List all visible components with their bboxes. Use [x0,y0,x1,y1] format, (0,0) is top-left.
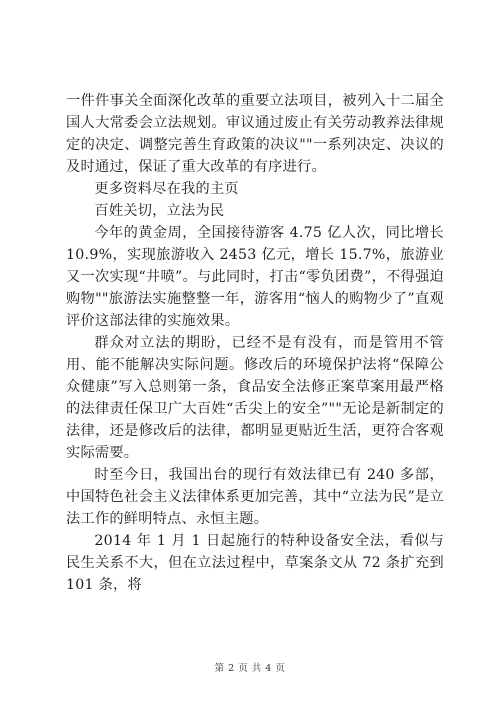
section-heading: 百姓关切，立法为民 [94,203,225,219]
page-footer [0,660,500,674]
paragraph-2: 更多资料尽在我的主页 [94,181,239,197]
paragraph-5: 时至今日，我国出台的现行有效法律已有 240 多部，中国特色社会主义法律体系更加完善，其中“立法为民”是立法工作的鲜明特点、永恒主题。 [66,467,444,527]
paragraph-4: 群众对立法的期盼，已经不是有没有，而是管用不管用、能不能解决实际问题。修改后的环境保护法将“保障公众健康”写入总则第一条，食品安全法修正案草案用最严格的法律责任保卫广大百姓“舌尖上的安全”""无论是新制定的法律，还是修改后的法律，都明显更贴近生活，更符合客观实际需要。 [66,335,444,461]
document-body [66,90,444,596]
paragraph-6: 2014 年 1 月 1 日起施行的特种设备安全法，看似与民生关系不大，但在立法过程中，草案条文从 72 条扩充到 101 条，将 [66,533,444,593]
page-number: 第 2 页 共 4 页 [214,663,286,674]
paragraph-1: 一件件事关全面深化改革的重要立法项目，被列入十二届全国人大常委会立法规划。审议通过废止有关劳动教养法律规定的决定、调整完善生育政策的决议""一系列决定、决议的及时通过，保证了重大改革的有序进行。 [66,93,444,175]
paragraph-3: 今年的黄金周，全国接待游客 4.75 亿人次，同比增长 10.9%，实现旅游收入 2453 亿元，增长 15.7%，旅游业又一次实现“井喷”。与此同时，打击“零负团费”，不得强迫购物""旅游法实施整整一年，游客用“恼人的购物少了”直观评价这部法律的实施效果。 [66,225,444,329]
